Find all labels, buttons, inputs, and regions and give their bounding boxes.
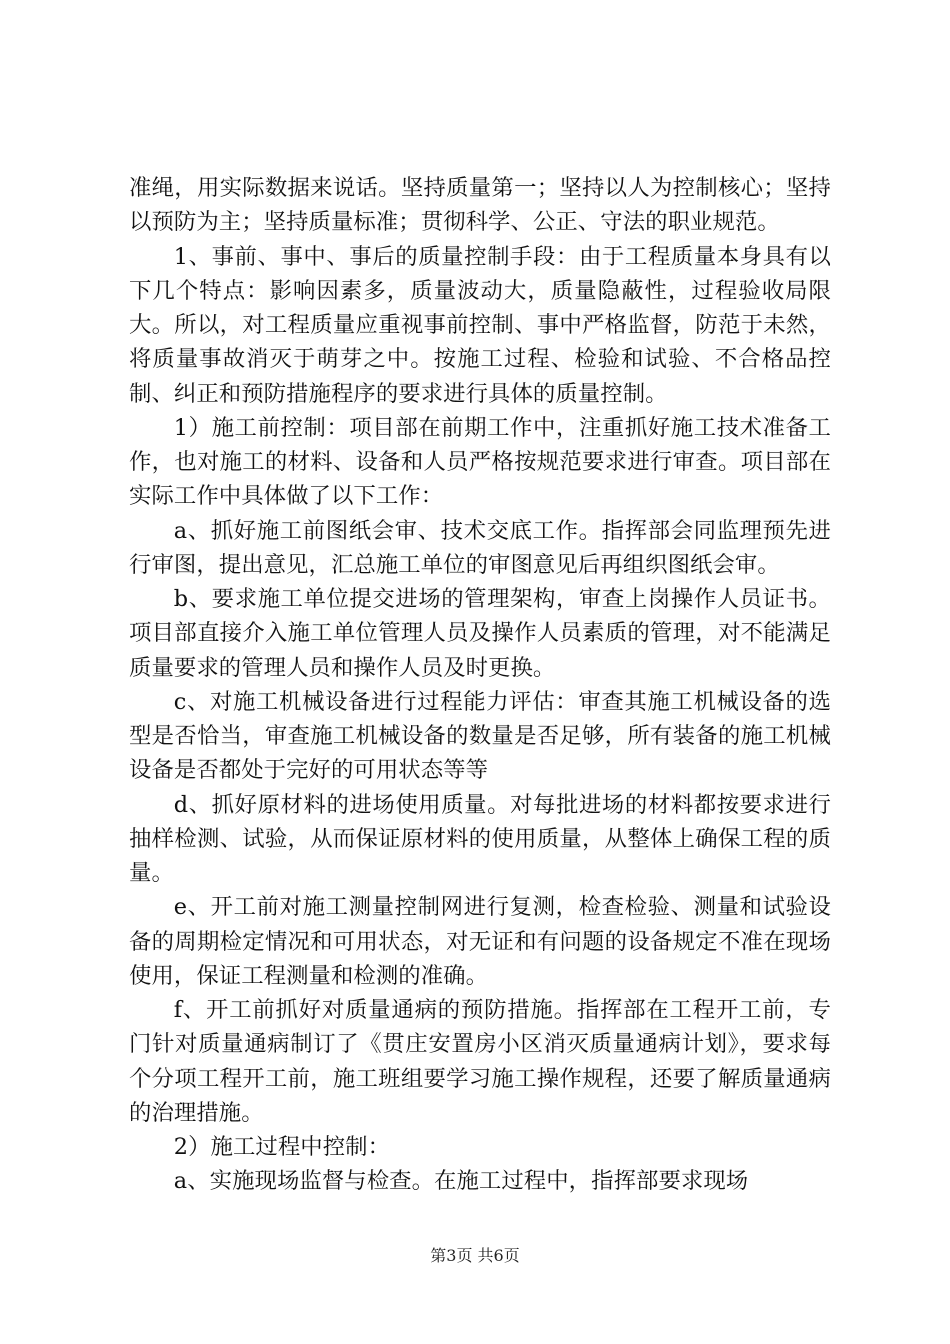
- paragraph-6: c、对施工机械设备进行过程能力评估：审查其施工机械设备的选型是否恰当，审查施工机械设备的数量是否足够，所有装备的施工机械设备是否都处于完好的可用状态等等: [129, 688, 831, 784]
- paragraph-7: d、抓好原材料的进场使用质量。对每批进场的材料都按要求进行抽样检测、试验，从而保证原材料的使用质量，从整体上确保工程的质量。: [129, 791, 831, 886]
- paragraph-5: b、要求施工单位提交进场的管理架构，审查上岗操作人员证书。项目部直接介入施工单位管理人员及操作人员素质的管理，对不能满足质量要求的管理人员和操作人员及时更换。: [129, 586, 831, 681]
- paragraph-9: f、开工前抓好对质量通病的预防措施。指挥部在工程开工前，专门针对质量通病制订了《贯庄安置房小区消灭质量通病计划》，要求每个分项工程开工前，施工班组要学习施工操作规程，还要了解质量通病的治理措施。: [129, 997, 831, 1126]
- paragraph-3: 1）施工前控制：项目部在前期工作中，注重抓好施工技术准备工作，也对施工的材料、设备和人员严格按规范要求进行审查。项目部在实际工作中具体做了以下工作：: [129, 414, 831, 510]
- paragraph-4: a、抓好施工前图纸会审、技术交底工作。指挥部会同监理预先进行审图，提出意见，汇总施工单位的审图意见后再组织图纸会审。: [129, 517, 831, 578]
- page-number: 第3页 共6页: [430, 1246, 520, 1265]
- paragraph-11: a、实施现场监督与检查。在施工过程中，指挥部要求现场: [173, 1168, 749, 1195]
- paragraph-10: 2）施工过程中控制：: [173, 1134, 391, 1160]
- paragraph-8: e、开工前对施工测量控制网进行复测，检查检验、测量和试验设备的周期检定情况和可用状态，对无证和有问题的设备规定不准在现场使用，保证工程测量和检测的准确。: [129, 894, 831, 989]
- paragraph-1: 准绳，用实际数据来说话。坚持质量第一；坚持以人为控制核心；坚持以预防为主；坚持质量标准；贯彻科学、公正、守法的职业规范。: [129, 175, 831, 236]
- document-body: [129, 171, 831, 1199]
- page-footer: [0, 1243, 950, 1266]
- paragraph-2: 1、事前、事中、事后的质量控制手段：由于工程质量本身具有以下几个特点：影响因素多，质量波动大，质量隐蔽性，过程验收局限大。所以，对工程质量应重视事前控制、事中严格监督，防范于未然，将质量事故消灭于萌芽之中。按施工过程、检验和试验、不合格品控制、纠正和预防措施程序的要求进行具体的质量控制。: [129, 243, 831, 407]
